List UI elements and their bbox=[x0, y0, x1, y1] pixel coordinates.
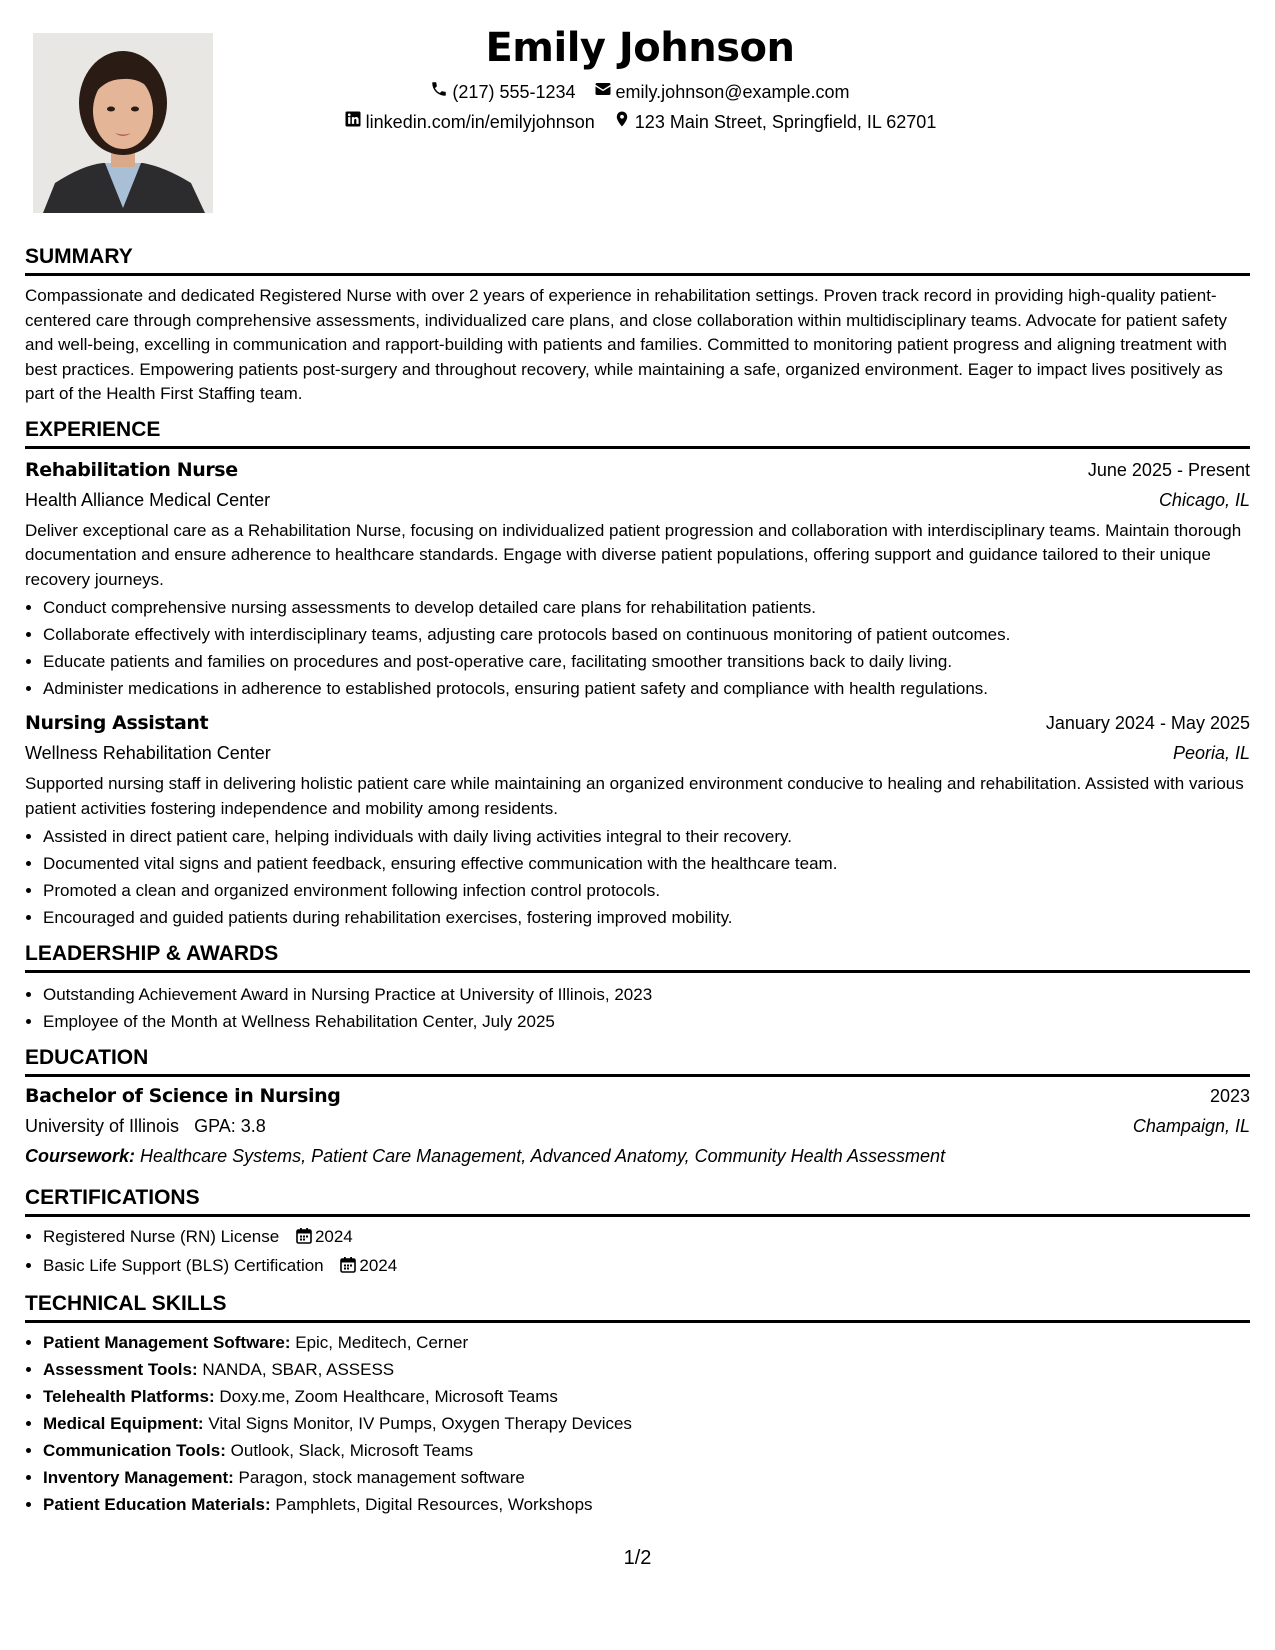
skill-value: Outlook, Slack, Microsoft Teams bbox=[230, 1441, 474, 1460]
list-item bbox=[43, 1252, 1250, 1281]
job-bullets bbox=[25, 823, 1250, 931]
list-item bbox=[43, 1223, 1250, 1252]
certification-year: 2024 bbox=[314, 1227, 353, 1246]
job-entry bbox=[25, 455, 1250, 703]
skills-heading: TECHNICAL SKILLS bbox=[25, 1291, 1250, 1323]
page-number: 1/2 bbox=[623, 1547, 652, 1569]
job-dates: June 2025 - Present bbox=[1087, 459, 1250, 480]
certifications-heading: CERTIFICATIONS bbox=[25, 1185, 1250, 1217]
certification-name: Registered Nurse (RN) License bbox=[43, 1227, 280, 1246]
contact-line-1 bbox=[230, 80, 1050, 104]
skill-label: Patient Education Materials: bbox=[43, 1495, 271, 1514]
contact-address bbox=[613, 110, 937, 134]
calendar-icon bbox=[296, 1225, 312, 1252]
list-item: • Educate patients and families on procedures and post-operative care, facilitating smoother transitions back to daily living. bbox=[43, 648, 1250, 675]
phone-icon bbox=[430, 80, 448, 104]
skill-label: Patient Management Software: bbox=[43, 1333, 291, 1352]
list-item: • Collaborate effectively with interdisciplinary teams, adjusting care protocols based on continuous monitoring of patient outcomes. bbox=[43, 621, 1250, 648]
job-org-row bbox=[25, 485, 1250, 515]
certifications-list bbox=[25, 1223, 1250, 1281]
list-item: • Employee of the Month at Wellness Rehabilitation Center, July 2025 bbox=[43, 1008, 1250, 1035]
job-title-row bbox=[25, 455, 1250, 485]
list-item: • Encouraged and guided patients during rehabilitation exercises, fostering improved mobility. bbox=[43, 904, 1250, 931]
job-title-row bbox=[25, 708, 1250, 738]
list-item: • Conduct comprehensive nursing assessments to develop detailed care plans for rehabilitation patients. bbox=[43, 594, 1250, 621]
experience-section bbox=[25, 417, 1250, 932]
resume-header bbox=[230, 22, 1050, 134]
contact-linkedin[interactable] bbox=[344, 110, 595, 134]
summary-heading: SUMMARY bbox=[25, 244, 1250, 276]
awards-list bbox=[25, 981, 1250, 1035]
school-row bbox=[25, 1111, 1250, 1141]
contact-email[interactable] bbox=[594, 80, 850, 104]
job-org-row bbox=[25, 738, 1250, 768]
graduation-year: 2023 bbox=[1209, 1086, 1250, 1106]
list-item bbox=[43, 1464, 1250, 1491]
list-item bbox=[43, 1356, 1250, 1383]
job-dates: January 2024 - May 2025 bbox=[1045, 713, 1250, 733]
contact-phone[interactable] bbox=[430, 80, 575, 104]
degree-name: Bachelor of Science in Nursing bbox=[25, 1085, 341, 1107]
list-item: • Documented vital signs and patient feedback, ensuring effective communication with the healthcare team. bbox=[43, 850, 1250, 877]
list-item bbox=[43, 1329, 1250, 1356]
list-item bbox=[43, 1410, 1250, 1437]
list-item: • Outstanding Achievement Award in Nursing Practice at University of Illinois, 2023 bbox=[43, 981, 1250, 1008]
skill-label: Assessment Tools: bbox=[43, 1360, 198, 1379]
calendar-icon bbox=[340, 1254, 356, 1281]
list-item bbox=[43, 1383, 1250, 1410]
phone-text: (217) 555-1234 bbox=[452, 82, 576, 102]
school-info bbox=[25, 1111, 266, 1141]
degree-row bbox=[25, 1081, 1250, 1111]
skill-label: Medical Equipment: bbox=[43, 1414, 204, 1433]
skill-value: Epic, Meditech, Cerner bbox=[295, 1333, 469, 1352]
summary-section bbox=[25, 244, 1250, 407]
job-title: Rehabilitation Nurse bbox=[25, 458, 238, 481]
certification-year: 2024 bbox=[359, 1256, 398, 1275]
linkedin-icon bbox=[344, 110, 362, 134]
job-org: Health Alliance Medical Center bbox=[25, 489, 271, 510]
school-location: Champaign, IL bbox=[1132, 1116, 1250, 1136]
job-org: Wellness Rehabilitation Center bbox=[25, 743, 271, 763]
job-description: Supported nursing staff in delivering holistic patient care while maintaining an organized environment conducive to healing and rehabilitation. Assisted with various patient activities fostering independence and mobility among residents. bbox=[25, 774, 1244, 818]
list-item: • Administer medications in adherence to established protocols, ensuring patient safety and compliance with health regulations. bbox=[43, 675, 1250, 702]
coursework-text: Healthcare Systems, Patient Care Management, Advanced Anatomy, Community Health Assessment bbox=[140, 1146, 946, 1166]
job-title: Nursing Assistant bbox=[25, 712, 209, 734]
job-entry bbox=[25, 708, 1250, 931]
skill-label: Communication Tools: bbox=[43, 1441, 226, 1460]
profile-photo bbox=[33, 33, 213, 213]
envelope-icon bbox=[594, 80, 612, 104]
candidate-name: Emily Johnson bbox=[485, 25, 795, 71]
contact-line-2 bbox=[230, 110, 1050, 134]
certifications-section bbox=[25, 1185, 1250, 1281]
resume-body bbox=[25, 244, 1250, 1528]
skills-list bbox=[25, 1329, 1250, 1518]
coursework bbox=[25, 1141, 1250, 1171]
skill-label: Inventory Management: bbox=[43, 1468, 234, 1487]
list-item bbox=[43, 1437, 1250, 1464]
job-description: Deliver exceptional care as a Rehabilitation Nurse, focusing on individualized patient progression and collaboration with interdisciplinary teams. Maintain thorough documentation and ensure adherence to healthcare standards. Engage with diverse patient populations, offering support and guidance tailored to their unique recovery journeys. bbox=[25, 520, 1242, 589]
linkedin-text: linkedin.com/in/emilyjohnson bbox=[365, 112, 595, 132]
skill-value: Pamphlets, Digital Resources, Workshops bbox=[275, 1495, 593, 1514]
skills-section bbox=[25, 1291, 1250, 1518]
map-pin-icon bbox=[613, 110, 631, 134]
job-bullets bbox=[25, 594, 1250, 702]
summary-text: Compassionate and dedicated Registered Nurse with over 2 years of experience in rehabilitation settings. Proven track record in providing high-quality patient-centered care through comprehensive assessments, individualized care plans, and close collaboration within multidisciplinary teams. Advocate for patient safety and well-being, excelling in communication and rapport-building with patients and families. Committed to monitoring patient progress and aligning treatment with best practices. Empowering patients post-surgery and throughout recovery, while maintaining a safe, organized environment. Eager to impact lives positively as part of the Health First Staffing team. bbox=[25, 286, 1227, 403]
address-text: 123 Main Street, Springfield, IL 62701 bbox=[634, 112, 937, 132]
skill-value: Vital Signs Monitor, IV Pumps, Oxygen Therapy Devices bbox=[208, 1414, 632, 1433]
job-location: Chicago, IL bbox=[1158, 489, 1250, 510]
awards-heading: LEADERSHIP & AWARDS bbox=[25, 941, 1250, 973]
skill-value: Doxy.me, Zoom Healthcare, Microsoft Teams bbox=[219, 1387, 558, 1406]
skill-value: Paragon, stock management software bbox=[238, 1468, 525, 1487]
education-heading: EDUCATION bbox=[25, 1045, 1250, 1077]
list-item: • Assisted in direct patient care, helping individuals with daily living activities integral to their recovery. bbox=[43, 823, 1250, 850]
skill-label: Telehealth Platforms: bbox=[43, 1387, 215, 1406]
coursework-label: Coursework: bbox=[25, 1146, 136, 1166]
list-item: • Promoted a clean and organized environment following infection control protocols. bbox=[43, 877, 1250, 904]
certification-name: Basic Life Support (BLS) Certification bbox=[43, 1256, 324, 1275]
gpa: GPA: 3.8 bbox=[194, 1116, 266, 1136]
education-section bbox=[25, 1045, 1250, 1171]
experience-heading: EXPERIENCE bbox=[25, 417, 1250, 449]
awards-section bbox=[25, 941, 1250, 1035]
job-location: Peoria, IL bbox=[1172, 743, 1250, 763]
skill-value: NANDA, SBAR, ASSESS bbox=[202, 1360, 395, 1379]
email-text: emily.johnson@example.com bbox=[615, 82, 850, 102]
school-name: University of Illinois bbox=[25, 1116, 180, 1136]
list-item bbox=[43, 1491, 1250, 1518]
